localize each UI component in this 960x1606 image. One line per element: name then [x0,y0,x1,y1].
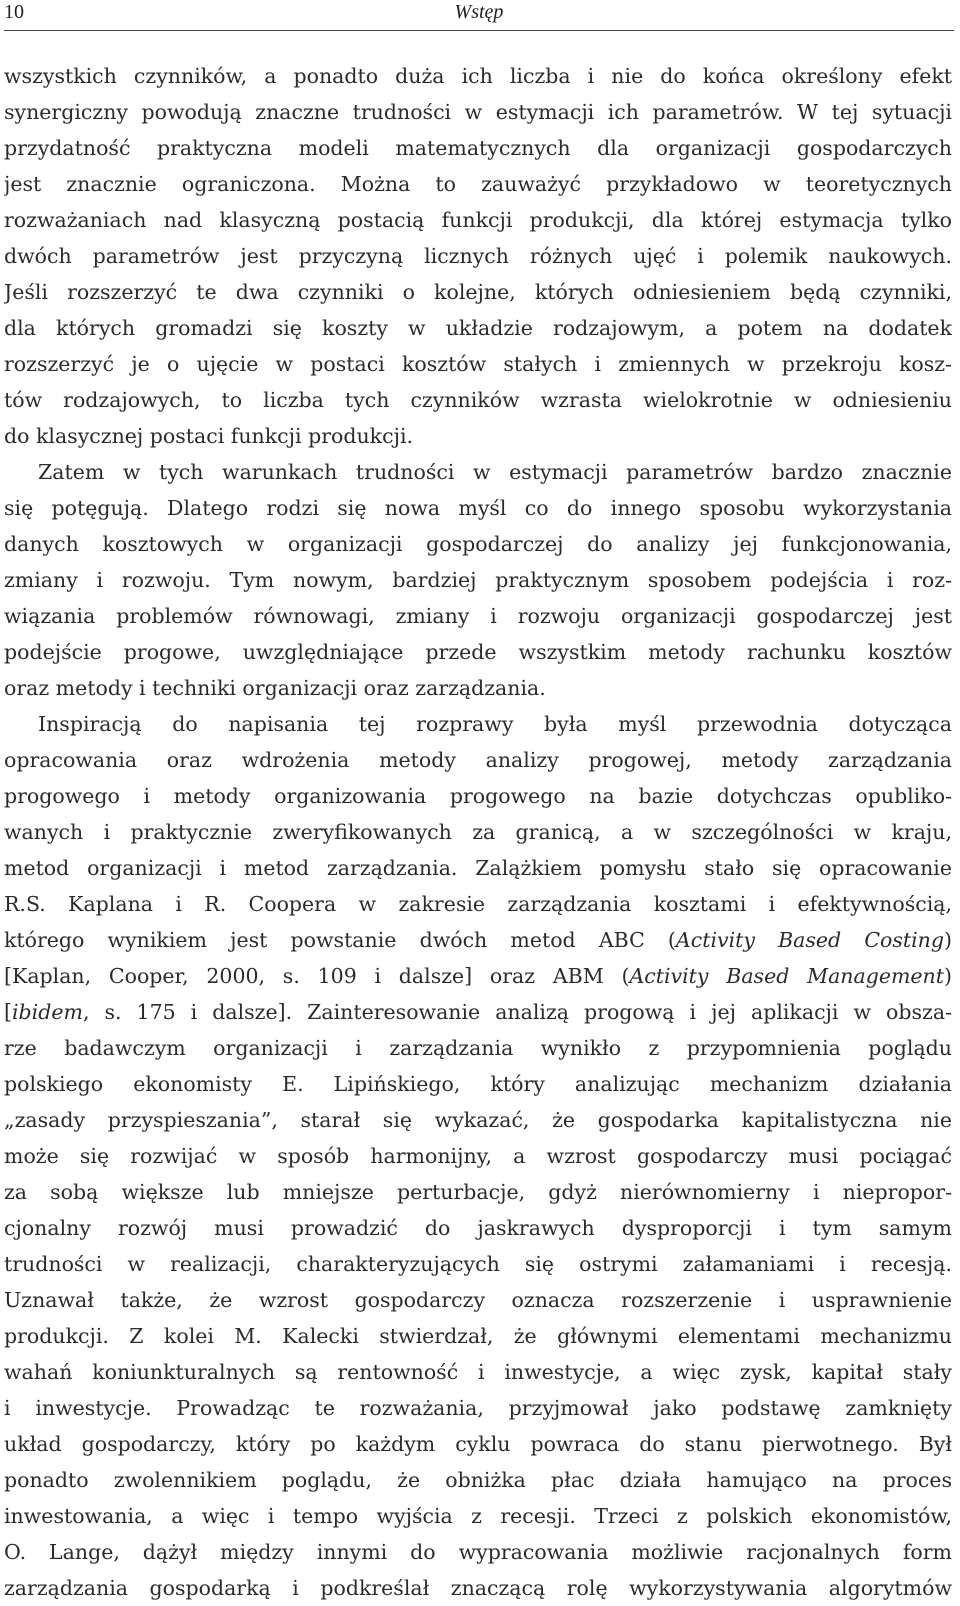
text-line: Uznawał także, że wzrost gospodarczy oznacza rozszerzenie i usprawnienie [4,1288,952,1312]
text-line: opracowania oraz wdrożenia metody analizy progowej, metody zarządzania [4,748,952,772]
text-line: „zasady przyspieszania”, starał się wykazać, że gospodarka kapitalistyczna nie [4,1108,952,1132]
page-number: 10 [4,1,24,23]
text-line: dwóch parametrów jest przyczyną licznych różnych ujęć i polemik naukowych. [4,244,952,268]
text-line: wszystkich czynników, a ponadto duża ich liczba i nie do końca określony efekt [4,64,952,88]
text-line: synergiczny powodują znaczne trudności w estymacji ich parametrów. W tej sytuacji [4,100,952,124]
text-line: cjonalny rozwój musi prowadzić do jaskrawych dysproporcji i tym samym [4,1216,952,1240]
text-line [4,922,952,958]
text-line: wiązania problemów równowagi, zmiany i rozwoju organizacji gospodarczej jest [4,604,952,628]
text-line: Zatem w tych warunkach trudności w estymacji parametrów bardzo znacznie [38,460,952,484]
text-line: może się rozwijać w sposób harmonijny, a wzrost gospodarczy musi pociągać [4,1144,952,1168]
text-line: jest znacznie ograniczona. Można to zauważyć przykładowo w teoretycznych [4,172,952,196]
italic-term: Activity Based Costing [675,928,944,952]
text-fragment: którego wynikiem jest powstanie dwóch metod ABC ( [4,928,676,952]
text-fragment: , s. 175 i dalsze]. Zainteresowanie analizą progową i jej aplikacji w obsza- [82,1000,952,1024]
text-fragment: [ [4,1000,12,1024]
text-line: O. Lange, dążył między innymi do wypracowania możliwie racjonalnych form [4,1540,952,1564]
text-line: rozważaniach nad klasyczną postacią funkcji produkcji, dla której estymacja tylko [4,208,952,232]
body-text [4,58,952,1606]
text-line: ponadto zwolennikiem poglądu, że obniżka płac działa hamująco na proces [4,1468,952,1492]
italic-term: Activity Based Management [629,964,944,988]
running-title: Wstęp [454,1,504,23]
text-line: za sobą większe lub mniejsze perturbacje, gdyż nierównomierny i niepropor- [4,1180,952,1204]
text-line [4,958,952,994]
text-line: Inspiracją do napisania tej rozprawy była myśl przewodnia dotycząca [38,712,952,736]
text-line: polskiego ekonomisty E. Lipińskiego, który analizując mechanizm działania [4,1072,952,1096]
text-line: zmiany i rozwoju. Tym nowym, bardziej praktycznym sposobem podejścia i roz- [4,568,952,592]
text-line: podejście progowe, uwzględniające przede wszystkim metody rachunku kosztów [4,640,952,664]
text-line: układ gospodarczy, który po każdym cyklu powraca do stanu pierwotnego. Był [4,1432,952,1456]
text-line: do klasycznej postaci funkcji produkcji. [4,424,414,448]
text-line: metod organizacji i metod zarządzania. Zalążkiem pomysłu stało się opracowanie [4,856,952,880]
text-line: i inwestycje. Prowadząc te rozważania, przyjmował jako podstawę zamknięty [4,1396,952,1420]
text-line: danych kosztowych w organizacji gospodarczej do analizy jej funkcjonowania, [4,532,952,556]
text-fragment: [Kaplan, Cooper, 2000, s. 109 i dalsze] oraz ABM ( [4,964,630,988]
text-line: się potęgują. Dlatego rodzi się nowa myśl co do innego sposobu wykorzystania [4,496,952,520]
page-header [4,0,954,31]
text-line: zarządzania gospodarką i podkreślał znaczącą rolę wykorzystywania algorytmów [4,1576,952,1600]
text-line: R.S. Kaplana i R. Coopera w zakresie zarządzania kosztami i efektywnością, [4,892,952,916]
text-fragment: ) [944,928,952,952]
text-line: dla których gromadzi się koszty w układzie rodzajowym, a potem na dodatek [4,316,952,340]
text-line: progowego i metody organizowania progowego na bazie dotychczas opubliko- [4,784,952,808]
italic-term: ibidem [12,1000,83,1024]
text-line: rze badawczym organizacji i zarządzania wynikło z przypomnienia poglądu [4,1036,952,1060]
text-line: przydatność praktyczna modeli matematycznych dla organizacji gospodarczych [4,136,952,160]
text-line: trudności w realizacji, charakteryzujących się ostrymi załamaniami i recesją. [4,1252,952,1276]
text-line [4,994,952,1030]
text-line: produkcji. Z kolei M. Kalecki stwierdzał, że głównymi elementami mechanizmu [4,1324,952,1348]
text-line: wahań koniunkturalnych są rentowność i inwestycje, a więc zysk, kapitał stały [4,1360,952,1384]
text-line: oraz metody i techniki organizacji oraz zarządzania. [4,676,546,700]
text-line: tów rodzajowych, to liczba tych czynników wzrasta wielokrotnie w odniesieniu [4,388,952,412]
text-line: Jeśli rozszerzyć te dwa czynniki o kolejne, których odniesieniem będą czynniki, [4,280,952,304]
text-line: inwestowania, a więc i tempo wyjścia z recesji. Trzeci z polskich ekonomistów, [4,1504,952,1528]
text-line: rozszerzyć je o ujęcie w postaci kosztów stałych i zmiennych w przekroju kosz- [4,352,952,376]
text-line: wanych i praktycznie zweryfikowanych za granicą, a w szczególności w kraju, [4,820,952,844]
text-fragment: ) [944,964,952,988]
